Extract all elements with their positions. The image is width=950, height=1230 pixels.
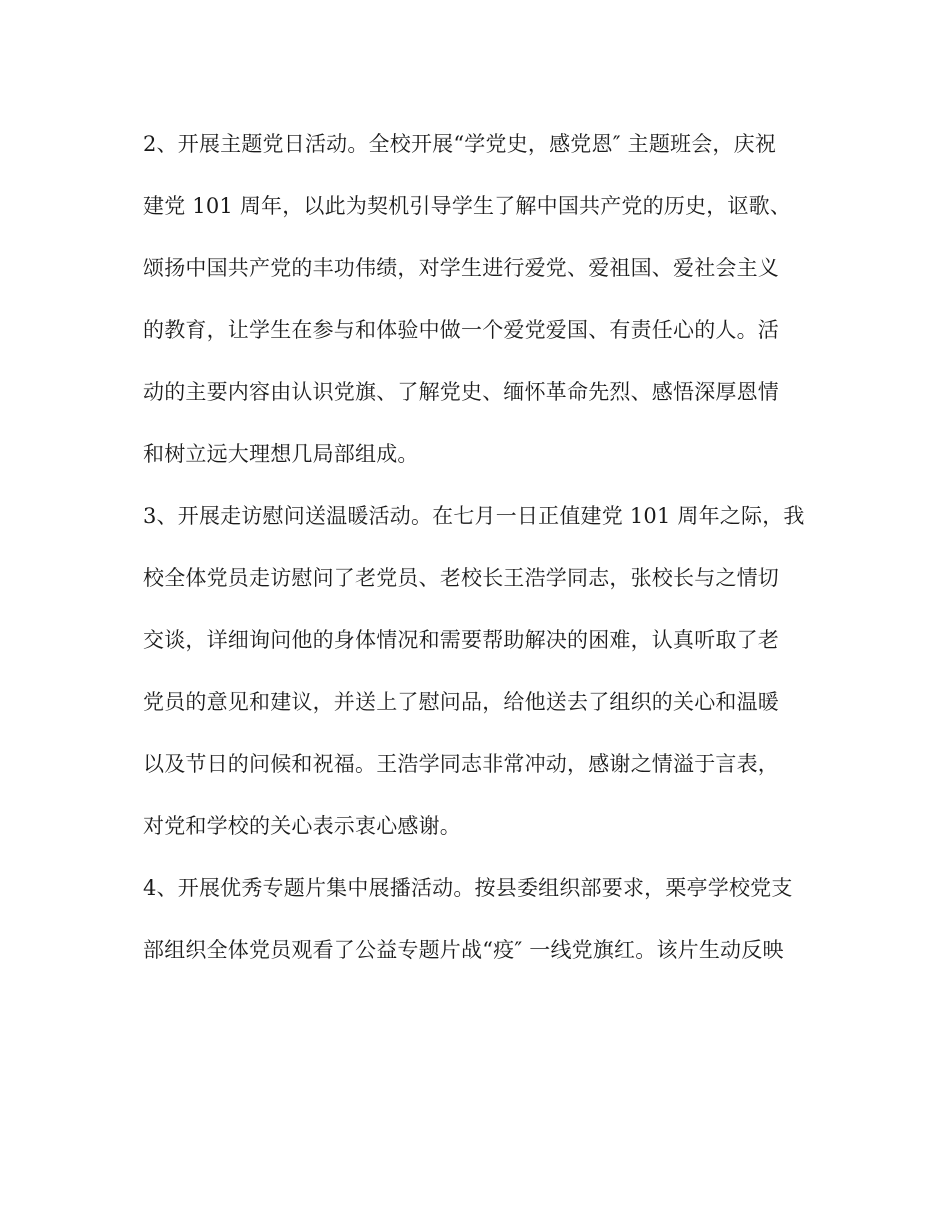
document-body [143, 126, 813, 994]
paragraph-line: 以及节日的问候和祝福。王浩学同志非常冲动，感谢之情溢于言表， [143, 752, 779, 776]
paragraph-line: 3、开展走访慰问送温暖活动。在七月一日正值建党 101 周年之际，我 [143, 504, 805, 528]
paragraph-line: 党员的意见和建议，并送上了慰问品，给他送去了组织的关心和温暖 [143, 690, 779, 714]
paragraph-line: 建党 101 周年，以此为契机引导学生了解中国共产党的历史，讴歌、 [143, 194, 792, 218]
paragraph-line: 部组织全体党员观看了公益专题片战“疫″ 一线党旗红。该片生动反映 [143, 938, 784, 962]
paragraph-line: 4、开展优秀专题片集中展播活动。按县委组织部要求，栗亭学校党支 [143, 876, 793, 900]
paragraph-line: 和树立远大理想几局部组成。 [143, 442, 419, 466]
paragraph-line: 动的主要内容由认识党旗、了解党史、缅怀革命先烈、感悟深厚恩情 [143, 380, 779, 404]
paragraph-line: 2、开展主题党日活动。全校开展“学党史，感党恩″ 主题班会，庆祝 [143, 132, 777, 156]
paragraph-line: 对党和学校的关心表示衷心感谢。 [143, 814, 461, 838]
paragraph-line: 校全体党员走访慰问了老党员、老校长王浩学同志，张校长与之情切 [143, 566, 779, 590]
paragraph-line: 交谈，详细询问他的身体情况和需要帮助解决的困难，认真听取了老 [143, 628, 779, 652]
paragraph-line: 颂扬中国共产党的丰功伟绩，对学生进行爱党、爱祖国、爱社会主义 [143, 256, 779, 280]
paragraph-line: 的教育，让学生在参与和体验中做一个爱党爱国、有责任心的人。活 [143, 318, 779, 342]
